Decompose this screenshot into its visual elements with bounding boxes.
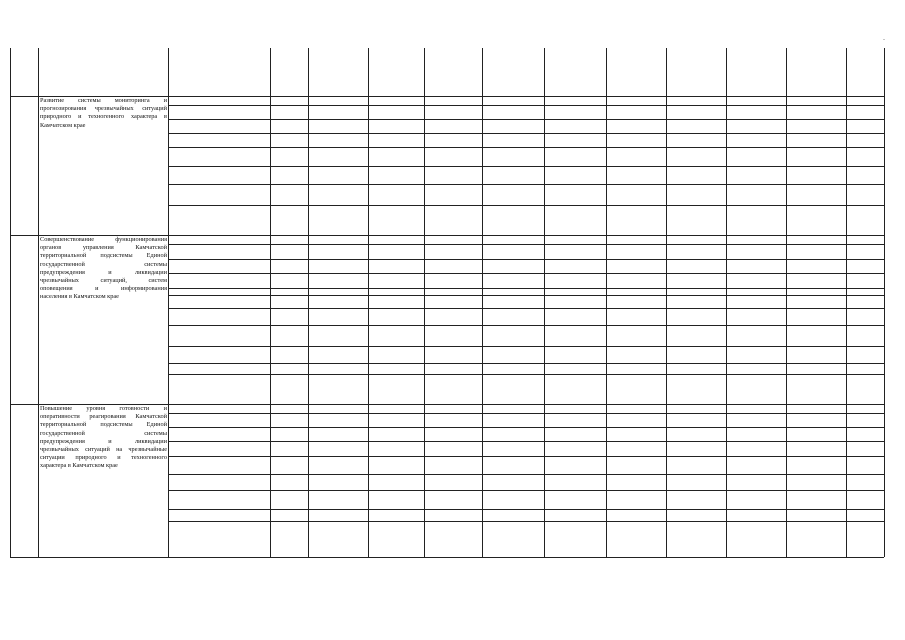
item-title-line: оповещения и информирования: [40, 285, 167, 293]
row-rule: [168, 413, 884, 414]
item-title-line: предупреждения и ликвидации: [40, 437, 167, 445]
row-rule: [168, 521, 884, 522]
row-rule: [168, 133, 884, 134]
item-title: [40, 97, 167, 130]
column-rule: [482, 48, 483, 557]
column-rule: [884, 48, 885, 557]
item-title-line: Совершенствование функционирования: [40, 236, 167, 243]
column-rule: [666, 48, 667, 557]
item-title-line: Повышение уровня готовности и: [40, 405, 167, 412]
column-rule: [544, 48, 545, 557]
row-rule: [168, 346, 884, 347]
row-rule: [168, 105, 884, 106]
item-title-line: предупреждения и ликвидации: [40, 268, 167, 276]
item-title-line: чрезвычайных ситуаций, систем: [40, 277, 167, 285]
row-rule: [168, 259, 884, 260]
item-title-line: территориальной подсистемы Единой: [40, 421, 167, 429]
row-rule: [168, 308, 884, 309]
row-rule: [168, 119, 884, 120]
item-title-line: прогнозирования чрезвычайных ситуаций: [40, 105, 167, 113]
item-title-line: органов управления Камчатской: [40, 244, 167, 252]
row-rule: [168, 244, 884, 245]
item-title-line: Развитие системы мониторинга и: [40, 97, 167, 104]
column-rule: [270, 48, 271, 557]
item-title-line: Камчатском крае: [40, 121, 86, 129]
item-title-line: ситуации природного и техногенного: [40, 454, 167, 462]
row-rule: [168, 427, 884, 428]
row-rule: [168, 374, 884, 375]
margin-mark: -: [883, 37, 885, 43]
item-title-line: государственной системы: [40, 260, 167, 268]
row-rule: [168, 147, 884, 148]
row-rule: [168, 509, 884, 510]
row-rule: [168, 273, 884, 274]
item-title: [40, 236, 167, 302]
column-rule: [10, 48, 11, 557]
item-title-line: природного и техногенного характера в: [40, 113, 167, 121]
row-rule: [168, 288, 884, 289]
row-rule: [168, 490, 884, 491]
column-rule: [424, 48, 425, 557]
item-title-line: государственной системы: [40, 429, 167, 437]
row-rule: [168, 325, 884, 326]
column-rule: [786, 48, 787, 557]
row-rule: [168, 184, 884, 185]
row-rule: [168, 456, 884, 457]
row-rule: [168, 474, 884, 475]
column-rule: [38, 48, 39, 557]
item-title-line: оперативности реагирования Камчатской: [40, 413, 167, 421]
row-rule: [168, 166, 884, 167]
item-title: [40, 405, 167, 471]
column-rule: [606, 48, 607, 557]
row-rule: [168, 363, 884, 364]
item-title-line: характера в Камчатском крае: [40, 462, 118, 470]
column-rule: [168, 48, 169, 557]
item-title-line: чрезвычайных ситуаций на чрезвычайные: [40, 446, 167, 454]
column-rule: [846, 48, 847, 557]
row-rule: [10, 557, 884, 558]
column-rule: [726, 48, 727, 557]
item-title-line: населения в Камчатском крае: [40, 293, 119, 301]
column-rule: [308, 48, 309, 557]
row-rule: [168, 205, 884, 206]
row-rule: [168, 295, 884, 296]
item-title-line: территориальной подсистемы Единой: [40, 252, 167, 260]
column-rule: [368, 48, 369, 557]
row-rule: [168, 441, 884, 442]
